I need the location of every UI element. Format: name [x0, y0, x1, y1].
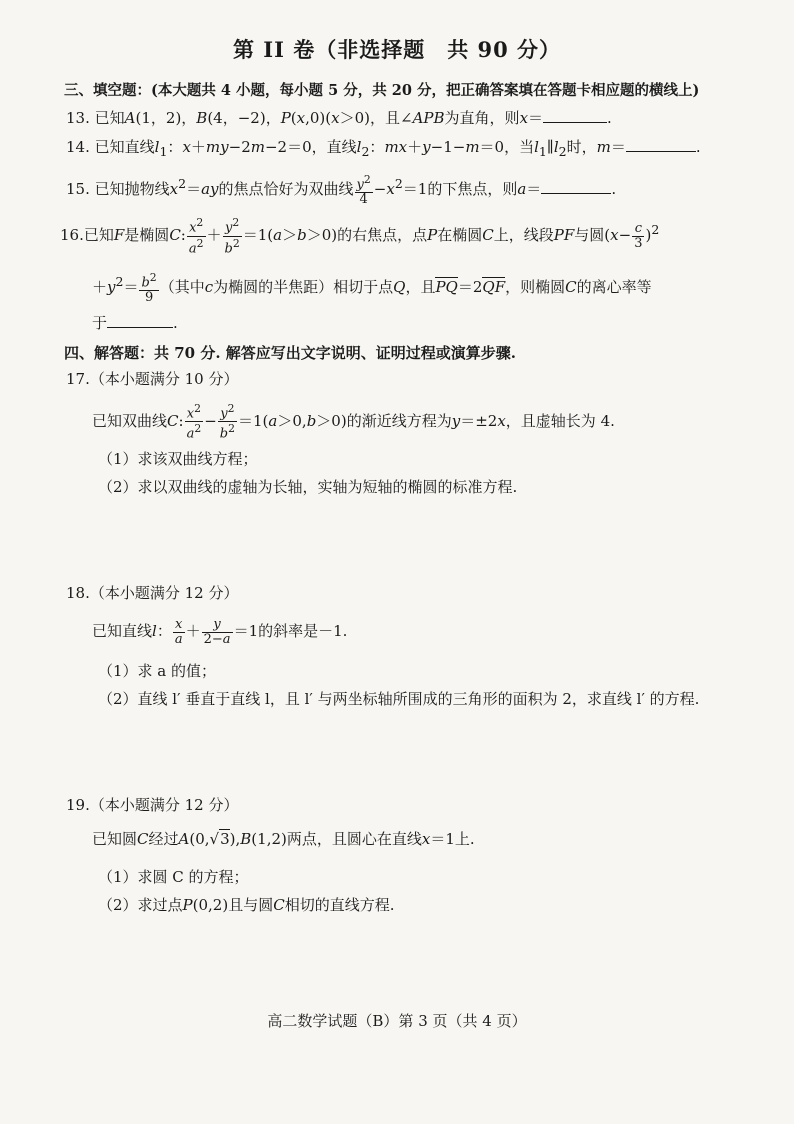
- question-18-part-1: （1）求 a 的值；: [98, 662, 217, 680]
- q13-answer-blank[interactable]: [543, 108, 607, 123]
- question-17-stem: 已知双曲线C: $\frac{x^2}{a^2}$ − $\frac{y^2}{b^2}$ ＝1(a＞0,b＞0)的渐近线方程为y＝±2x，且虚轴长为 4.: [92, 402, 615, 442]
- question-14: 14. 已知直线$l_1$：x＋my−2m−2＝0，直线$l_2$：mx＋y−1−m＝0，当$l_1\parallel l_2$时，m＝ .: [66, 138, 701, 159]
- question-19-stem: 已知圆C经过A(0,√3),B(1,2)两点，且圆心在直线x＝1上.: [92, 830, 475, 848]
- question-18-part-2: （2）直线 l′ 垂直于直线 l，且 l′ 与两坐标轴所围成的三角形的面积为 2，求直线 l′ 的方程.: [98, 690, 700, 708]
- q13-number: 13.: [66, 109, 90, 127]
- section-4-heading: 四、解答题：共 70 分. 解答应写出文字说明、证明过程或演算步骤.: [64, 344, 516, 362]
- question-16: 16.已知F是椭圆C: $\frac{x^2}{a^2}$ ＋ $\frac{y^2}{b^2}$ ＝1(a＞b＞0)的右焦点，点P在椭圆C上，线段PF与圆(x− $\frac{c}{3}$ )$^2$: [60, 216, 660, 256]
- question-18-stem: 已知直线l： $\frac{x}{a}$ ＋ $\frac{y}{2-a}$ ＝1的斜率是－1.: [92, 616, 348, 647]
- question-13: 13. 已知A(1，2)，B(4，−2)，P(x,0)(x＞0)，且∠APB为直角，则x＝ .: [66, 109, 612, 127]
- question-19-header: 19.（本小题满分 12 分）: [66, 796, 239, 814]
- q16-answer-blank[interactable]: [107, 313, 173, 328]
- question-18-header: 18.（本小题满分 12 分）: [66, 584, 239, 602]
- exam-page: 第 II 卷（非选择题 共 90 分） 三、填空题：(本大题共 4 小题，每小题 5 分，共 20 分，把正确答案填在答题卡相应题的横线上) 13. 已知A(1，2)，B(4，−2)，P(x,0)(x＞0)，且∠APB为直角，则x＝ . 14. 已知直线$l_1$：x＋my−2m−2＝0，直线$l_2$：mx＋y−1−m＝0，当$l_1\parallel l_2$时，m＝ . 15. 已知抛物线$x^2=ay$的焦点恰好为双曲线 $\frac{y^2}{4}$ $-x^2=1$的下焦点，则a＝ . 16.已知F是椭圆C: $\frac{x^2}{a^2}$ ＋ $\frac{y^2}{b^2}$ ＝1(a＞b＞0)的右焦点，点P在椭圆C上，线段PF与圆(x− $\frac{c}{3}$ )$^2$ $+y^2=$ $\frac{b^2}{9}$ （其中c为椭圆的半焦距）相切于点Q，且PQ＝2QF，则椭圆C的离心率等 于 . 四、解答题：共 70 分. 解答应写出文字说明、证明过程或演算步骤. 17.（本小题满分 10 分） 已知双曲线C: $\frac{x^2}{a^2}$ − $\frac{y^2}{b^2}$ ＝1(a＞0,b＞0)的渐近线方程为y＝±2x，且虚轴长为 4. （1）求该双曲线方程； （2）求以双曲线的虚轴为长轴，实轴为短轴的椭圆的标准方程. 18.（本小题满分 12 分） 已知直线l： $\frac{x}{a}$ ＋ $\frac{y}{2-a}$ ＝1的斜率是－1. （1）求 a 的值； （2）直线 l′ 垂直于直线 l，且 l′ 与两坐标轴所围成的三角形的面积为 2，求直线 l′ 的方程. 19.（本小题满分 12 分） 已知圆C经过A(0,√3),B(1,2)两点，且圆心在直线x＝1上. （1）求圆 C 的方程； （2）求过点P(0,2)且与圆C相切的直线方程. 高二数学试题（B）第 3 页（共 4 页）: [0, 0, 794, 1124]
- page-footer: 高二数学试题（B）第 3 页（共 4 页）: [267, 1012, 527, 1030]
- page-title: 第 II 卷（非选择题 共 90 分）: [232, 37, 562, 62]
- q15-number: 15.: [66, 180, 90, 198]
- question-19-part-1: （1）求圆 C 的方程；: [98, 868, 249, 886]
- question-17-part-2: （2）求以双曲线的虚轴为长轴，实轴为短轴的椭圆的标准方程.: [98, 478, 518, 496]
- question-15: 15. 已知抛物线$x^2=ay$的焦点恰好为双曲线 $\frac{y^2}{4}$ $-x^2=1$的下焦点，则a＝ .: [66, 172, 617, 208]
- q14-answer-blank[interactable]: [626, 137, 696, 152]
- q15-answer-blank[interactable]: [541, 179, 611, 194]
- section-3-heading: 三、填空题：(本大题共 4 小题，每小题 5 分，共 20 分，把正确答案填在答题卡相应题的横线上): [64, 82, 700, 99]
- question-17-header: 17.（本小题满分 10 分）: [66, 370, 239, 388]
- question-19-part-2: （2）求过点P(0,2)且与圆C相切的直线方程.: [98, 896, 395, 914]
- q13-text: 已知: [94, 109, 125, 127]
- question-17-part-1: （1）求该双曲线方程；: [98, 450, 258, 468]
- q16-number: 16.: [60, 226, 84, 244]
- q14-number: 14.: [66, 138, 90, 156]
